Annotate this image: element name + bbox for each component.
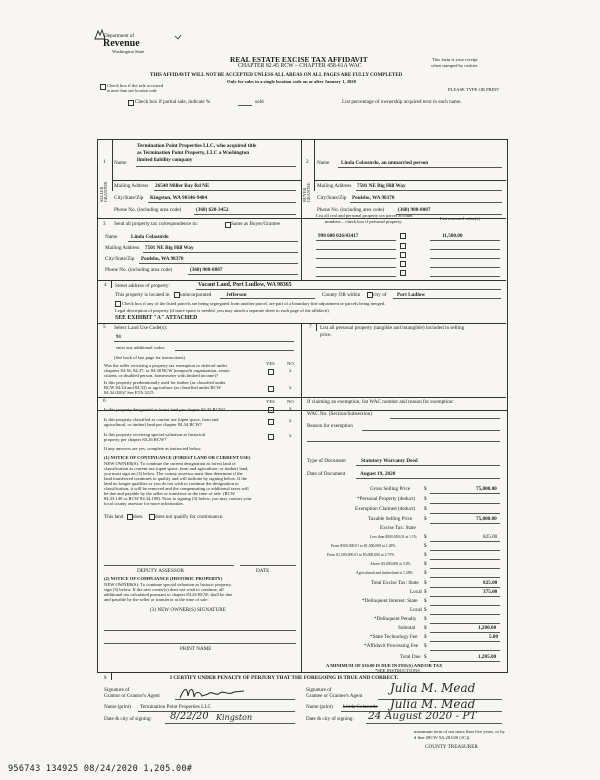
personal-property-text-1: List all personal property (tangible and intangible) included in selling	[320, 325, 465, 331]
section-8-number: 8	[104, 675, 107, 681]
continuance-line-4: land transferred continues to qualify and will indicate by signing below. If the	[104, 476, 247, 481]
grantee-signature-image[interactable]: Julia M. Mead	[390, 681, 476, 695]
personal-property-underline[interactable]	[430, 503, 500, 504]
deputy-date-label: DATE	[256, 568, 270, 574]
tier-5-underline[interactable]	[430, 577, 500, 578]
county-underline	[220, 298, 315, 299]
buyer-phone-value[interactable]: (360) 908-8087	[398, 207, 431, 213]
print-name-label: PRINT NAME	[180, 646, 212, 652]
buyer-city-value[interactable]: Poulsbo, WA 98370	[352, 195, 395, 201]
perjury-footer-2: d fine (RCW 9A.20.020 (1C)).	[414, 735, 471, 740]
street-address-underline	[196, 289, 501, 290]
correspondence-city-underline	[139, 263, 298, 264]
seller-name-label: Name	[114, 160, 127, 166]
timber-no-mark[interactable]: x	[289, 385, 292, 391]
personal-property-text-2: price.	[320, 332, 332, 338]
seller-phone-label: Phone No. (including area code)	[114, 207, 182, 213]
value-underline-3	[430, 258, 500, 259]
subtotal-dollar: $	[424, 625, 427, 631]
exemption-reason-label: Reason for exemption	[307, 423, 353, 429]
buyer-name-label: Name	[317, 160, 330, 166]
parcel-3-personal-checkbox[interactable]	[400, 252, 406, 258]
land-use-label: Select Land Use Code(s):	[114, 325, 168, 331]
buyer-city-underline	[350, 202, 502, 203]
see-back-instructions: (See back of last page for instructions)	[114, 355, 185, 360]
delinquent-local-label: Local	[410, 607, 422, 613]
correspondence-phone-label: Phone No. (including area code)	[105, 267, 173, 273]
total-state-label: Total Excise Tax: State	[371, 580, 419, 586]
multi-location-checkbox[interactable]	[100, 84, 106, 90]
delinquent-local-underline[interactable]	[430, 614, 500, 615]
correspondence-name-underline	[128, 241, 298, 242]
partial-sale-label: Check box if partial sale, indicate %	[135, 99, 211, 105]
section-7-number: 7	[309, 324, 312, 330]
grantor-signature-line	[175, 699, 295, 700]
additional-codes-underline	[175, 350, 294, 351]
dept-revenue-text: Revenue	[103, 38, 140, 49]
form-title: REAL ESTATE EXCISE TAX AFFIDAVIT	[230, 55, 368, 64]
grantee-date-value[interactable]: 24 August 2020 - PT	[368, 710, 477, 722]
value-underline-4	[430, 267, 500, 268]
deputy-assessor-label: DEPUTY ASSESSOR	[137, 568, 184, 574]
correspondence-phone-value[interactable]: (360) 908-8087	[190, 267, 223, 273]
dept-state-text: Washington State	[112, 49, 145, 54]
buyer-num-divider	[314, 139, 315, 191]
local-tax-underline	[430, 596, 500, 597]
compliance-line-1: NEW OWNER(S): To continue special valuation as historic property,	[104, 582, 232, 587]
correspondence-name-value[interactable]: Linda Colasurdo	[131, 234, 169, 240]
grantee-signature-label-1: Signature of	[306, 687, 332, 693]
washington-seal-icon	[92, 27, 108, 43]
document-date-label: Date of Document	[307, 471, 346, 477]
parcel-4-personal-checkbox[interactable]	[400, 261, 406, 267]
county-within-label: County OR within	[322, 292, 361, 298]
section-7-num-divider	[316, 323, 317, 331]
land-use-code-value[interactable]: 91	[116, 334, 122, 340]
deputy-date-line[interactable]	[240, 565, 296, 566]
scan-mark-icon	[173, 33, 183, 43]
value-underline-2	[430, 249, 500, 250]
city-value[interactable]: Port Ludlow	[397, 292, 426, 298]
seller-city-underline	[148, 202, 296, 203]
continuance-line-6: classification, it will be removed and the compensating or additional taxes will	[104, 486, 249, 491]
certify-statement: I CERTIFY UNDER PENALTY OF PERJURY THAT THE FOREGOING IS TRUE AND CORRECT.	[170, 675, 399, 681]
grantor-city-value[interactable]: Kingston	[216, 713, 253, 722]
tier-1-label: Less than $500,000.01 at 1.1%	[370, 535, 417, 539]
correspondence-mail-underline	[143, 252, 298, 253]
exemption-yes-checkbox[interactable]	[268, 369, 274, 375]
value-underline-1	[430, 240, 500, 241]
buyer-mail-value[interactable]: 7501 NE Big Hill Way	[357, 183, 406, 189]
parcel-underline-2	[316, 249, 396, 250]
tier-1-value[interactable]: 825.00	[483, 534, 498, 540]
unincorporated-label: unincorporated	[180, 292, 212, 298]
exemption-dollar: $	[424, 506, 427, 512]
deputy-assessor-signature-line[interactable]	[104, 565, 234, 566]
correspondence-heading: Send all property tax correspondence to:	[114, 221, 198, 227]
local-tax-dollar: $	[424, 589, 427, 595]
does-not-label: does not qualify for continuance.	[155, 514, 224, 520]
grantor-date-value[interactable]: 8/22/20	[170, 711, 209, 722]
continuance-title: (1) NOTICE OF CONTINUANCE (FOREST LAND OR CURRENT USE)	[104, 455, 251, 460]
delinquent-penalty-label: *Delinquent Penalty	[374, 616, 417, 622]
multi-location-label-1: Check box if the sale occurred	[107, 83, 163, 88]
section-3-divider	[301, 218, 302, 280]
seller-city-label: City/State/Zip	[114, 195, 144, 201]
tech-fee-label: *State Technology Fee	[370, 634, 418, 640]
delinquent-penalty-underline[interactable]	[430, 623, 500, 624]
seller-name-line-2[interactable]: as Termination Point Property, LLC a Washington	[137, 150, 250, 156]
total-state-underline	[430, 587, 500, 588]
parcel-1-assessed-value[interactable]: 11,500.00	[442, 233, 463, 239]
type-or-print: PLEASE TYPE OR PRINT	[448, 87, 500, 92]
land-use-underline	[114, 341, 294, 342]
tier-1-dollar: $	[424, 534, 427, 540]
continuance-line-8: 84.33.140 or RCW 84.34.108). Prior to signing (3) below, you may contact your	[104, 496, 252, 501]
correspondence-phone-underline	[188, 274, 298, 275]
dept-small-text: Department of	[104, 33, 135, 39]
section-8-num-divider	[111, 672, 112, 680]
delinquent-local-dollar: $	[424, 607, 427, 613]
section-5-no-header: NO	[287, 361, 294, 366]
same-as-buyer-label: Same as Buyer/Grantee	[231, 221, 280, 227]
print-name-line[interactable]	[104, 643, 296, 644]
affidavit-fee-label: *Affidavit Processing Fee	[364, 643, 419, 649]
seller-mail-underline	[154, 190, 296, 191]
tech-fee-dollar: $	[424, 634, 427, 640]
historic-question-2: property per chapter 84.26 RCW?	[104, 437, 167, 442]
buyer-phone-label: Phone No. (including area code)	[317, 207, 385, 213]
parcels-heading-2: numbers – check box if personal property	[325, 219, 402, 224]
grantee-name-handwritten[interactable]: Julia M. Mead	[390, 697, 476, 711]
tier-1-underline	[430, 541, 500, 542]
subtotal-value[interactable]: 1,200.00	[478, 625, 497, 631]
compliance-line-4: and payable by the seller or transferor at the time of sale.	[104, 597, 209, 602]
property-located-label: This property is located in	[115, 292, 170, 298]
receipt-line-2: when stamped by cashier.	[431, 63, 479, 68]
historic-no-mark[interactable]: x	[289, 433, 292, 439]
continuance-line-9: local county assessor for more information.	[104, 501, 184, 506]
historic-question-1: Is this property receiving special valuation as historical	[104, 432, 206, 437]
this-land-label: This land	[104, 514, 124, 520]
grantor-name-underline	[138, 711, 295, 712]
seller-city-value[interactable]: Kingston, WA 98346-9404	[150, 195, 208, 201]
timber-question-line-3: 84.34.020)? See ETA 3215	[104, 390, 154, 395]
seller-phone-value[interactable]: (360) 620-3452	[196, 207, 229, 213]
exemption-question-line-3: citizen, or disabled person, homeowner with limited income)?	[104, 373, 218, 378]
continuance-line-1: NEW OWNER(S): To continue the current designation as forest land or	[104, 461, 236, 466]
personal-property-dollar: $	[424, 496, 427, 502]
total-due-dollar: $	[424, 654, 427, 660]
compliance-title: (2) NOTICE OF COMPLIANCE (HISTORIC PROPERTY)	[104, 576, 223, 581]
tech-fee-value[interactable]: 5.00	[489, 634, 499, 640]
seller-section-number: 1	[103, 159, 106, 165]
seller-mail-label: Mailing Address	[114, 183, 149, 189]
seller-name-underline	[136, 166, 296, 167]
exhibit-a-text: SEE EXHIBIT "A" ATTACHED	[115, 315, 198, 321]
continuance-line-3: you must sign on (3) below. The county assessor must then determine if the	[104, 471, 243, 476]
section-6-yes-header: YES	[266, 399, 275, 404]
grantee-date-underline	[366, 723, 502, 724]
total-due-label: Total Due	[400, 654, 421, 660]
receipt-line-1: This form is your receipt	[432, 57, 478, 62]
parcels-assessed-heading: List assessed value(s)	[440, 216, 480, 221]
exemption-no-mark[interactable]: x	[289, 368, 292, 374]
total-due-value[interactable]: 1,205.00	[478, 654, 497, 660]
document-type-underline	[356, 465, 500, 466]
buyer-city-label: City/State/Zip	[317, 195, 347, 201]
ownership-percent-note: List percentage of ownership acquired next to each name.	[342, 99, 462, 105]
local-tax-label: Local	[410, 589, 422, 595]
gross-price-value[interactable]: 75,000.00	[476, 486, 497, 492]
parcel-number-1[interactable]: 998 600 026/43417	[318, 233, 359, 239]
seller-row-line	[112, 180, 301, 181]
additional-codes-label: enter any additional codes:	[116, 345, 166, 350]
seller-phone-underline	[194, 214, 296, 215]
parcel-2-personal-checkbox[interactable]	[400, 243, 406, 249]
parcel-underline-3	[316, 258, 396, 259]
tier-4-underline[interactable]	[430, 568, 500, 569]
section-6-number: 6	[103, 398, 106, 404]
tier-5-dollar: $	[424, 570, 427, 576]
affidavit-fee-dollar: $	[424, 643, 427, 649]
grantor-date-underline	[165, 723, 295, 724]
wac-number-label: WAC No. (Section/Subsection)	[307, 411, 372, 417]
segregated-label: Check box if any of the listed parcels are being segregated from another parcel, are part of a boundary line adjustment or parcels being merged.	[122, 301, 386, 306]
exemption-underline[interactable]	[430, 513, 500, 514]
perjury-footer-1: maximum term of not more than five years, or by	[414, 729, 505, 734]
buyer-row-line	[314, 180, 506, 181]
buyer-mail-label: Mailing Address	[317, 183, 352, 189]
grantor-signature-label-1: Signature of	[104, 687, 130, 693]
current-use-no-mark[interactable]: x	[289, 418, 292, 424]
exemption-question-line-1: Was the seller receiving a property tax exemption or deferral under	[104, 363, 228, 368]
section-4-num-divider	[111, 280, 112, 288]
seller-num-divider	[112, 139, 113, 191]
section-6-no-header: NO	[287, 399, 294, 404]
buyer-name-underline	[338, 167, 502, 168]
street-address-value[interactable]: Vacant Land, Port Ludlow, WA 98365	[198, 282, 292, 288]
tier-4-dollar: $	[424, 561, 427, 567]
historic-yes-checkbox[interactable]	[268, 434, 274, 440]
parcel-1-personal-checkbox[interactable]	[400, 233, 406, 239]
forest-land-yes-checkbox[interactable]	[268, 407, 274, 413]
correspondence-mail-label: Mailing Address	[105, 245, 140, 251]
city-underline	[393, 298, 501, 299]
parcel-underline-1	[316, 240, 396, 241]
new-owner-signature-line[interactable]	[104, 630, 296, 631]
city-of-label: city of	[373, 292, 387, 298]
correspondence-city-label: City/State/Zip	[105, 256, 135, 262]
grantor-name-print-label: Name (print)	[104, 704, 131, 710]
tech-fee-underline	[430, 641, 500, 642]
forest-land-question: Is this property designated as forest land per chapter 84.33 RCW?	[104, 407, 226, 412]
compliance-line-2: sign (3) below. If the new owner(s) does not wish to continue, all	[104, 587, 224, 592]
current-use-yes-checkbox[interactable]	[268, 419, 274, 425]
correspondence-mail-value[interactable]: 7501 NE Big Hill Way	[145, 245, 194, 251]
section-5-yes-header: YES	[266, 361, 275, 366]
seller-mail-value[interactable]: 26548 Miller Bay Rd NE	[155, 183, 210, 189]
taxable-price-label: Taxable Selling Price	[368, 516, 413, 522]
total-state-dollar: $	[424, 580, 427, 586]
buyer-section-number: 2	[306, 159, 309, 165]
new-owner-signature-label: (3) NEW OWNER(S) SIGNATURE	[150, 607, 226, 613]
buyer-mail-underline	[356, 190, 502, 191]
grantor-date-label: Date & city of signing:	[104, 716, 152, 722]
seller-name-line-3[interactable]: limited liability company	[137, 157, 193, 163]
subtotal-label: Subtotal	[398, 625, 416, 631]
subtotal-underline	[430, 632, 500, 633]
local-tax-value[interactable]: 375.00	[483, 589, 498, 595]
continuance-line-7: be due and payable by the seller or transferor at the time of sale. (RCW	[104, 491, 236, 496]
partial-sale-percent-field[interactable]	[238, 105, 252, 106]
partial-sale-checkbox[interactable]	[128, 100, 134, 106]
buyer-side-label: BUYER GRANTEE	[302, 182, 312, 202]
tier-3-label: From $1,500,000.01 to $3,000,000 at 2.75%	[327, 553, 395, 557]
forest-land-no-mark[interactable]: x	[289, 406, 292, 412]
compliance-line-3: additional tax calculated pursuant to chapter 84.26 RCW, shall be due	[104, 592, 233, 597]
taxable-price-value[interactable]: 75,000.00	[476, 516, 497, 522]
grantor-name-print-value[interactable]: Termination Point Properties LLC	[140, 704, 211, 710]
gross-price-underline	[430, 493, 500, 494]
seller-name-line-1[interactable]: Termination Point Properties LLC, who acquired title	[137, 143, 257, 149]
tier-2-dollar: $	[424, 543, 427, 549]
tier-2-label: From $500,000.01 to $1,500,000 at 1.28%	[331, 544, 396, 548]
delinquent-penalty-dollar: $	[424, 616, 427, 622]
value-underline-5	[430, 276, 500, 277]
correspondence-number: 3	[103, 221, 106, 227]
if-yes-instructions: If any answers are yes, complete as instructed below.	[104, 446, 202, 451]
taxable-price-underline	[430, 523, 500, 524]
delinquent-state-underline[interactable]	[430, 605, 500, 606]
correspondence-city-value[interactable]: Poulsbo, WA 98370	[141, 256, 184, 262]
continuance-line-2: classification as current use (open space, farm and agriculture, or timber) land,	[104, 466, 249, 471]
parcel-underline-5	[316, 276, 396, 277]
document-type-label: Type of Document	[307, 458, 346, 464]
section-4-number: 4	[104, 282, 107, 288]
tier-2-underline[interactable]	[430, 550, 500, 551]
section-8-top-line	[97, 672, 506, 673]
current-use-question-1: Is this property classified as current use (open space, farm and	[104, 417, 219, 422]
exemption-reason-field-1[interactable]	[362, 430, 500, 431]
form-only-for: Only for sales in a single location code on or after January 1, 2020	[227, 79, 356, 84]
county-value[interactable]: Jefferson	[226, 292, 247, 298]
tier-4-label: Above $3,000,000 at 3.0%	[370, 562, 411, 566]
timber-question-line-2: RCW 84.34 and 84.33) or agriculture (as classified under RCW	[104, 385, 221, 390]
personal-property-deduct-label: *Personal Property (deduct)	[357, 496, 416, 502]
county-treasurer-label: COUNTY TREASURER	[425, 744, 478, 750]
see-instructions-note: *SEE INSTRUCTIONS	[375, 668, 420, 673]
current-use-question-2: agricultural, or timber) land per chapter 84.34 RCW?	[104, 422, 202, 427]
timber-question-line-1: Is this property predominantly used for timber (as classified under	[104, 380, 226, 385]
minimum-due-note: A MINIMUM OF $10.00 IS DUE IN FEE(S) AND/OR TAX	[326, 663, 443, 668]
exemption-deduct-label: Exemption Claimed (deduct)	[355, 506, 416, 512]
excise-state-label: Excise Tax: State	[380, 525, 416, 531]
cashier-stamp: 956743 134925 08/24/2020 1,205.00#	[8, 764, 193, 774]
form-chapter: CHAPTER 82.45 RCW – CHAPTER 458-61A WAC	[238, 63, 362, 69]
seller-side-label: SELLER GRANTOR	[99, 181, 109, 202]
street-address-label: Street address of property:	[115, 283, 170, 289]
section-5-number: 5	[103, 324, 106, 330]
grantee-signature-label-2: Grantee or Grantee's Agent	[306, 693, 363, 699]
grantor-signature-label-2: Grantor or Grantor's Agent	[104, 693, 160, 699]
total-due-underline	[430, 661, 500, 662]
affidavit-fee-underline[interactable]	[430, 650, 500, 651]
parcel-underline-4	[316, 267, 396, 268]
document-type-value[interactable]: Statutory Warranty Deed	[361, 458, 418, 464]
grantee-name-print-label: Name (print)	[306, 704, 333, 710]
tier-3-underline[interactable]	[430, 559, 500, 560]
total-state-value[interactable]: 825.00	[483, 580, 498, 586]
parcels-heading-1: List all real and personal property tax parcel account	[316, 213, 413, 218]
correspondence-name-label: Name	[105, 234, 118, 240]
exemption-reason-field-2[interactable]	[307, 441, 500, 442]
exemption-question-line-2: chapters 84.36, 84.37, or 84.38 RCW (nonprofit organization, senior	[104, 368, 230, 373]
grantee-date-label: Date & city of signing:	[306, 716, 354, 722]
buyer-name-value[interactable]: Linda Colasurdo, an unmarried person	[341, 160, 429, 166]
document-date-value[interactable]: August 19, 2020	[360, 471, 396, 477]
multi-location-label-2: in more than one location code.	[107, 88, 158, 93]
timber-yes-checkbox[interactable]	[268, 386, 274, 392]
legal-description-label: Legal description of property (if more space is needed, you may attach a separate sheet to each page of the affidavit)	[115, 308, 329, 313]
partial-sale-sold-label: sold	[255, 99, 264, 105]
tier-5-label: Agricultural and timberland at 1.28%	[356, 571, 413, 575]
gross-price-dollar: $	[424, 486, 427, 492]
document-date-underline	[356, 478, 500, 479]
taxable-price-dollar: $	[424, 516, 427, 522]
parcel-5-personal-checkbox[interactable]	[400, 270, 406, 276]
delinquent-state-dollar: $	[424, 598, 427, 604]
segregated-checkbox[interactable]	[115, 301, 121, 307]
grantee-name-struck: Linda Colasurdo	[343, 704, 378, 710]
delinquent-state-label: *Delinquent Interest: State	[362, 598, 418, 604]
form-warning: THIS AFFIDAVIT WILL NOT BE ACCEPTED UNLESS ALL AREAS ON ALL PAGES ARE FULLY COMPLETED	[150, 73, 403, 78]
does-label: does	[133, 514, 143, 520]
wac-number-field[interactable]	[390, 418, 500, 419]
gross-price-label: Gross Selling Price	[370, 486, 411, 492]
exemption-claim-label: If claiming an exemption, list WAC number and reason for exemption:	[307, 399, 454, 405]
section-4-top-line	[97, 280, 506, 281]
tier-3-dollar: $	[424, 552, 427, 558]
continuance-line-5: land no longer qualifies or you do not wish to continue the designation or	[104, 481, 239, 486]
